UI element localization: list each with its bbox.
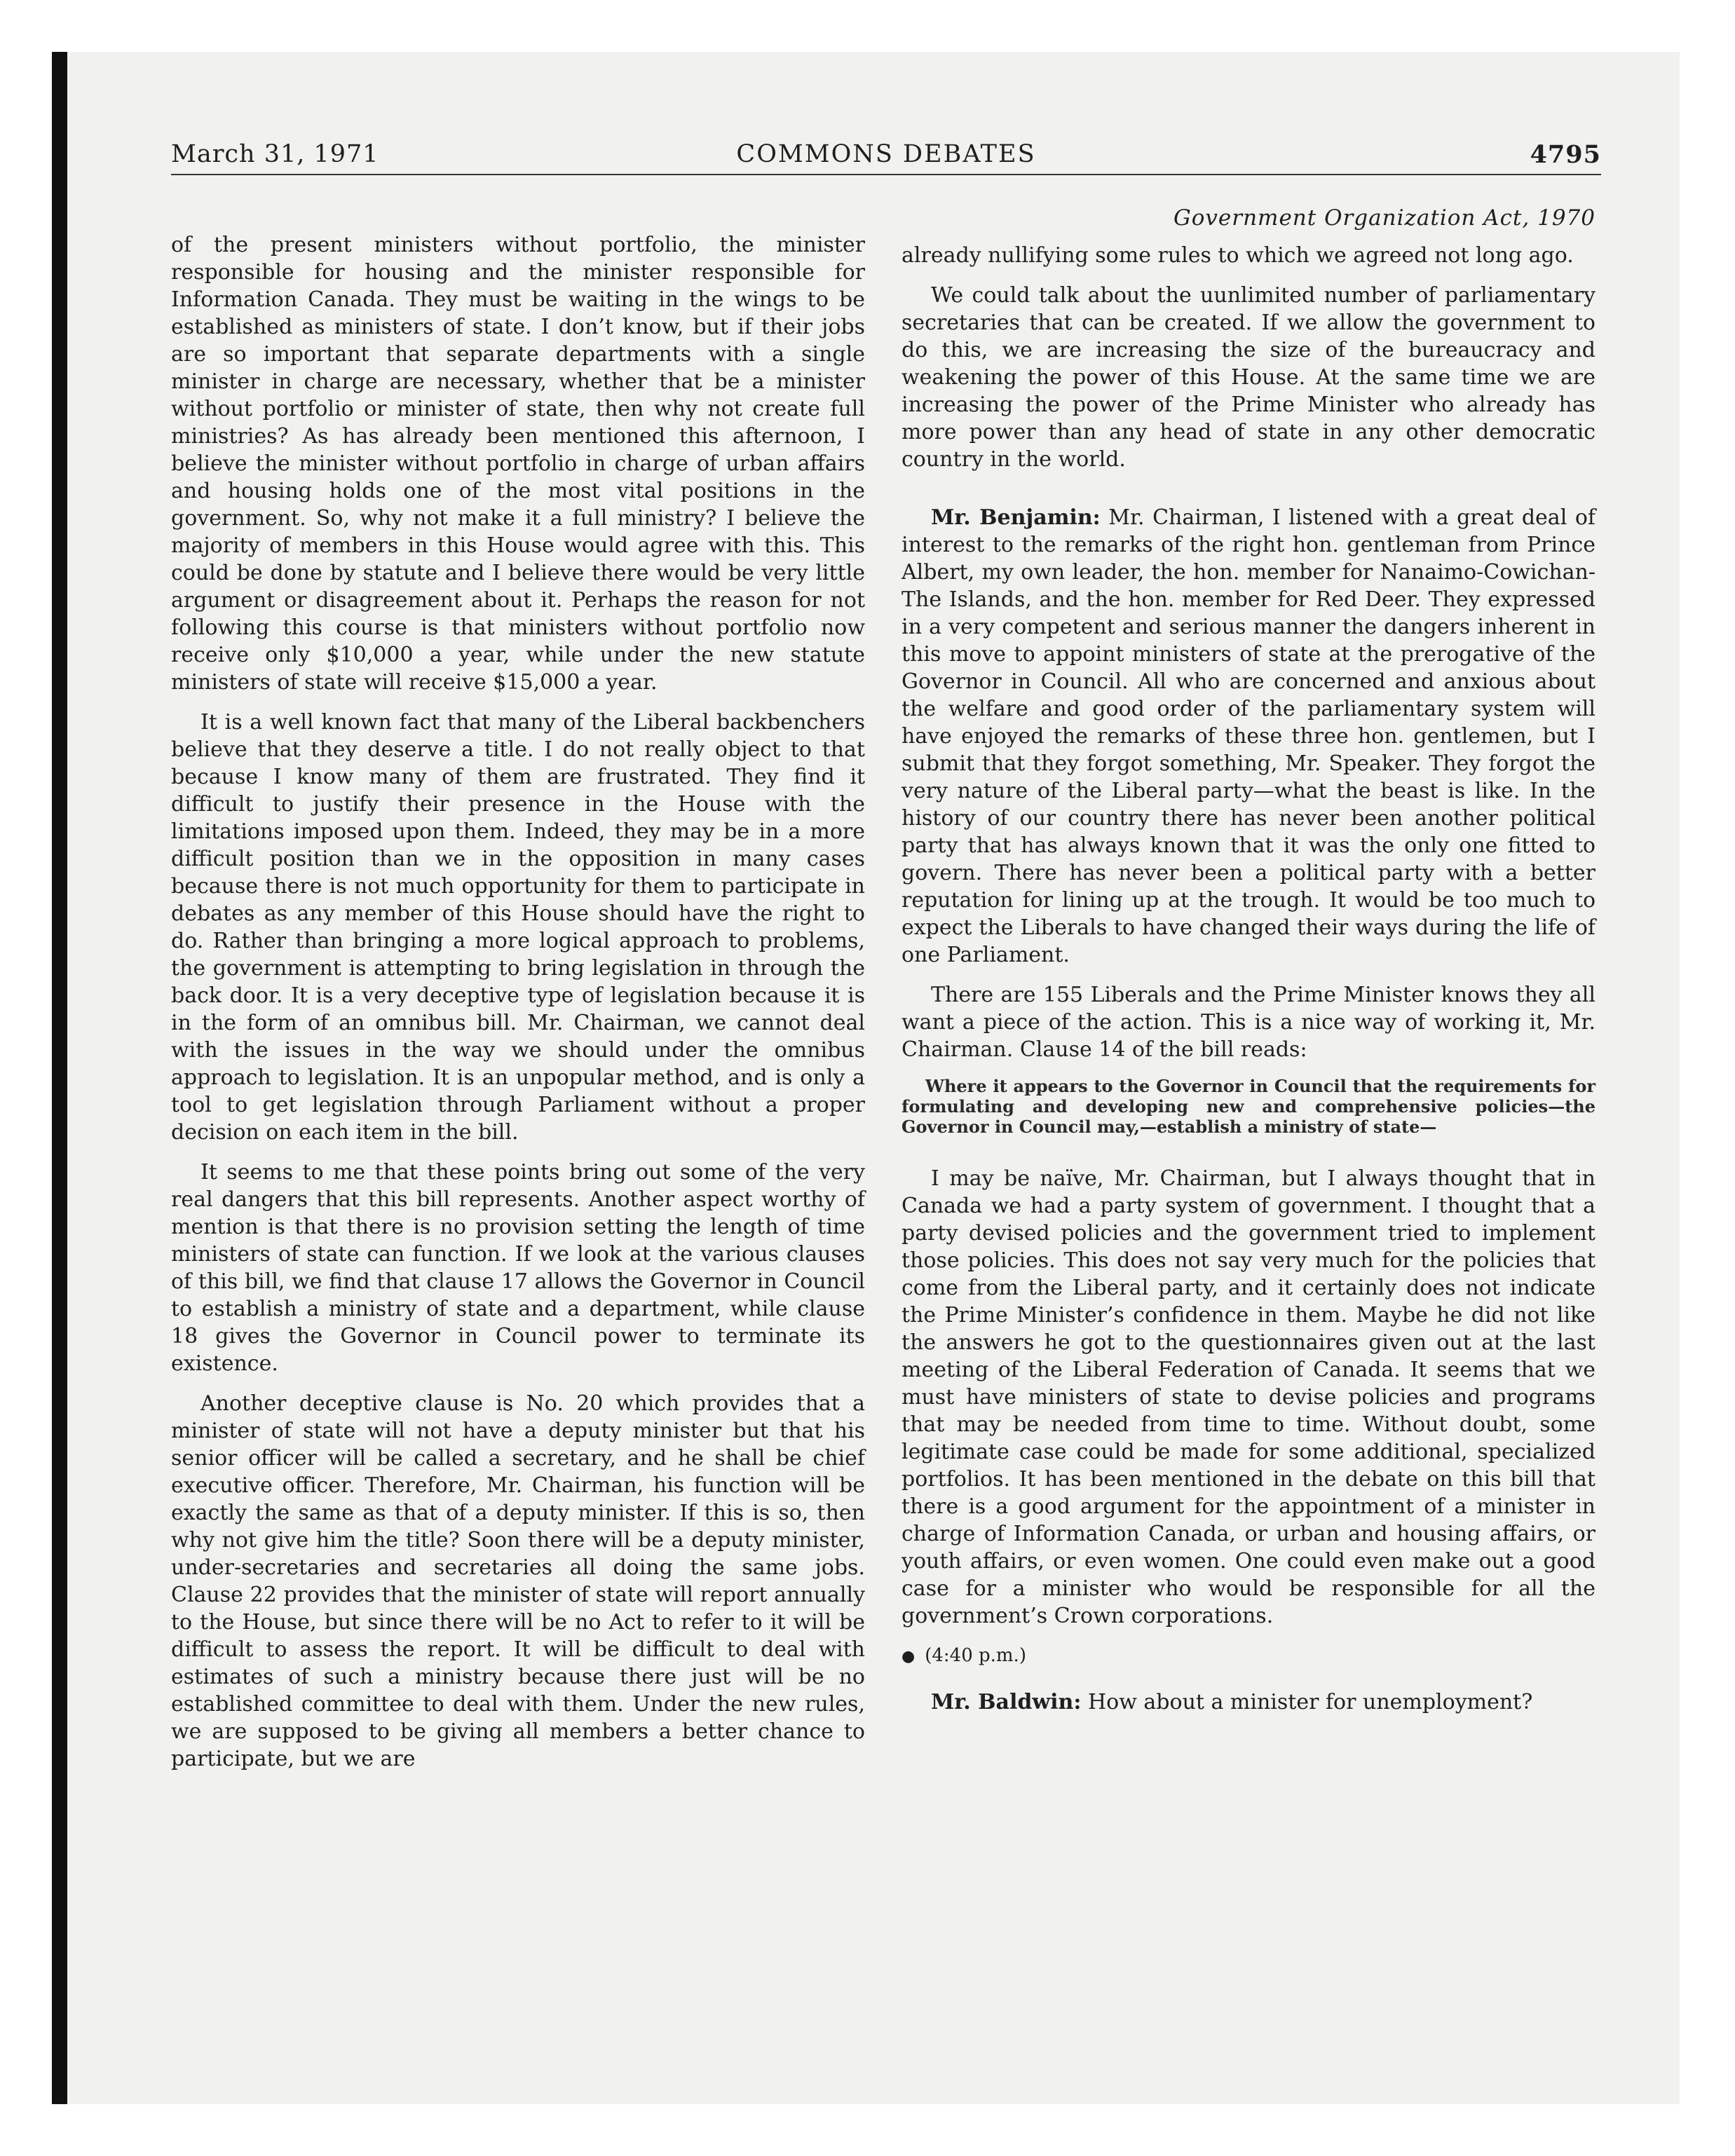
- header-rule: [171, 174, 1601, 175]
- paragraph: It is a well known fact that many of the Liberal backbenchers believe that they deserve a title. I do not really object to that because I know many of them are frustrated. They find it difficult to justify their presence in the House with the limitations imposed upon them. Indeed, they may be in a more difficult position than we in the opposition in many cases because there is not much opportunity for them to participate in debates as any member of this House should have the right to do. Rather than bringing a more logical approach to problems, the government is attempting to bring legislation in through the back door. It is a very deceptive type of legislation because it is in the form of an omnibus bill. Mr. Chairman, we cannot deal with the issues in the way we should under the omnibus approach to legislation. It is an unpopular method, and is only a tool to get legislation through Parliament without a proper decision on each item in the bill.: [171, 710, 865, 1145]
- paragraph: Another deceptive clause is No. 20 which provides that a minister of state will not have a deputy minister but that his senior officer will be called a secretary, and he shall be chief executive officer. Therefore, Mr. Chairman, his function will be exactly the same as that of a deputy minister. If this is so, then why not give him the title? Soon there will be a deputy minister, under-secretaries and secretaries all doing the same jobs. Clause 22 provides that the minister of state will report annually to the House, but since there will be no Act to refer to it will be difficult to assess the report. It will be difficult to deal with estimates of such a ministry because there just will be no established committee to deal with them. Under the new rules, we are supposed to be giving all members a better chance to participate, but we are: [171, 1391, 865, 1771]
- speaker-name: Mr. Benjamin:: [931, 505, 1101, 530]
- header-title: COMMONS DEBATES: [736, 140, 1036, 168]
- block-quote: Where it appears to the Governor in Council that the requirements for formulating and developing new and comprehensive policies—the Governor in Council may,—establish a ministry of state—: [901, 1076, 1595, 1137]
- left-column: [171, 231, 865, 1785]
- spacer: [901, 486, 1595, 504]
- paragraph: We could talk about the uunlimited number of parliamentary secretaries that can be created. If we allow the government to do this, we are increasing the size of the bureaucracy and weakening the power of this House. At the same time we are increasing the power of the Prime Minister who already has more power than any head of state in any other democratic country in the world.: [901, 283, 1595, 472]
- paragraph: I may be naïve, Mr. Chairman, but I always thought that in Canada we had a party system of government. I thought that a party devised policies and the government tried to implement those policies. This does not say very much for the policies that come from the Liberal party, and it certainly does not indicate the Prime Minister’s confidence in them. Maybe he did not like the answers he got to the questionnaires given out at the last meeting of the Liberal Federation of Canada. It seems that we must have ministers of state to devise policies and programs that may be needed from time to time. Without doubt, some legitimate case could be made for some additional, specialized portfolios. It has been mentioned in the debate on this bill that there is a good argument for the appointment of a minister in charge of Information Canada, or urban and housing affairs, or youth affairs, or even women. One could even make out a good case for a minister who would be responsible for all the government’s Crown corporations.: [901, 1166, 1595, 1628]
- bullet-icon: ●: [901, 1648, 916, 1665]
- header-date: March 31, 1971: [171, 140, 379, 168]
- page-number: 4795: [1530, 140, 1601, 169]
- paragraph: already nullifying some rules to which we agreed not long ago.: [901, 243, 1574, 268]
- paragraph: There are 155 Liberals and the Prime Minister knows they all want a piece of the action. This is a nice way of working it, Mr. Chairman. Clause 14 of the bill reads:: [901, 983, 1595, 1062]
- page-header: [171, 140, 1601, 174]
- paragraph: of the present ministers without portfolio, the minister responsible for housing and the minister responsible for Information Canada. They must be waiting in the wings to be established as ministers of state. I don’t know, but if their jobs are so important that separate departments with a single minister in charge are necessary, whether that be a minister without portfolio or minister of state, then why not create full ministries? As has already been mentioned this afternoon, I believe the minister without portfolio in charge of urban affairs and housing holds one of the most vital positions in the government. So, why not make it a full ministry? I believe the majority of members in this House would agree with this. This could be done by statute and I believe there would be very little argument or disagreement about it. Perhaps the reason for not following this course is that ministers without portfolio now receive only $10,000 a year, while under the new statute ministers of state will receive $15,000 a year.: [171, 233, 865, 695]
- running-title: Government Organization Act, 1970: [1173, 205, 1595, 231]
- speech-text: How about a minister for unemployment?: [1087, 1690, 1533, 1714]
- speech-paragraph: [901, 1688, 1595, 1716]
- time-text: (4:40 p.m.): [925, 1645, 1026, 1666]
- speech-text: Mr. Chairman, I listened with a great deal of interest to the remarks of the right hon. gentleman from Prince Albert, my own leader, the hon. member for Nanaimo-Cowichan-The Islands, and the hon. member for Red Deer. They expressed in a very competent and serious manner the dangers inherent in this move to appoint ministers of state at the prerogative of the Governor in Council. All who are concerned and anxious about the welfare and good order of the parliamentary system will have enjoyed the remarks of these three hon. gentlemen, but I submit that they forgot something, Mr. Speaker. They forgot the very nature of the Liberal party—what the beast is like. In the history of our country there has never been another political party that has always known that it was the only one fitted to govern. There has never been a political party with a better reputation for lining up at the trough. It would be too much to expect the Liberals to have changed their ways during the life of one Parliament.: [901, 505, 1595, 967]
- speech-paragraph: [901, 504, 1595, 969]
- right-column: [901, 205, 1595, 1728]
- time-marker: [901, 1642, 1595, 1670]
- speaker-name: Mr. Baldwin:: [931, 1690, 1082, 1714]
- scan-edge: [52, 52, 67, 2104]
- paragraph: It seems to me that these points bring out some of the very real dangers that this bill represents. Another aspect worthy of mention is that there is no provision setting the length of time ministers of state can function. If we look at the various clauses of this bill, we find that clause 17 allows the Governor in Council to establish a ministry of state and a department, while clause 18 gives the Governor in Council power to terminate its existence.: [171, 1160, 865, 1376]
